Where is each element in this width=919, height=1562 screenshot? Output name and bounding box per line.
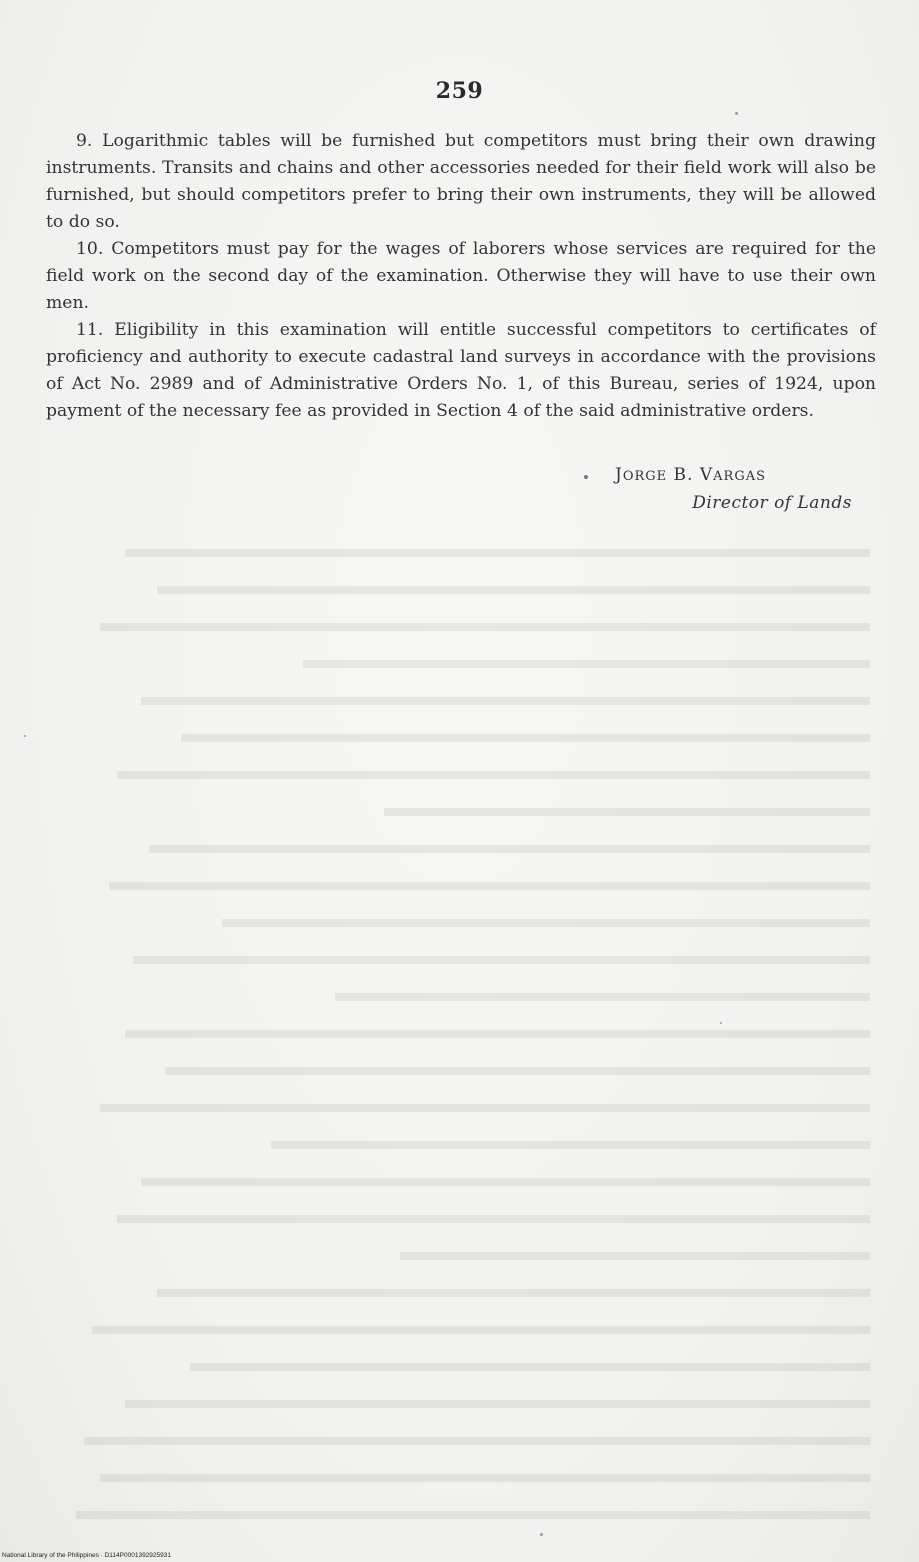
body-text xyxy=(46,128,876,425)
paper-speck xyxy=(540,1533,543,1536)
page-number: 259 xyxy=(435,78,484,104)
signatory-name: JORGE B. VARGAS xyxy=(615,465,767,485)
reverse-side-bleed-through xyxy=(60,540,870,1520)
paragraph-11: 11. Eligibility in this examination will entitle successful competitors to certificates of proficiency and authority to execute cadastral land surveys in accordance with the provisions of Act No. 2989 and of Administrative Orders No. 1, of this Bureau, series of 1924, upon payment of the necessary fee as provided in Section 4 of the said administrative orders. xyxy=(46,320,876,421)
paragraph-9: 9. Logarithmic tables will be furnished but competitors must bring their own drawing instruments. Transits and chains and other accessories needed for their field work will also be furnished, but should competitors prefer to bring their own instruments, they will be allowed to do so. xyxy=(46,131,876,232)
signatory-title: Director of Lands xyxy=(692,493,852,513)
paper-speck xyxy=(735,112,738,115)
scan-credit: National Library of the Philippines · D114P0001392925931 xyxy=(2,1552,171,1559)
signature-block xyxy=(560,462,852,517)
paper-speck xyxy=(24,735,26,737)
paper-speck xyxy=(720,1022,722,1024)
paragraph-10: 10. Competitors must pay for the wages of laborers whose services are required for the field work on the second day of the examination. Otherwise they will have to use their own men. xyxy=(46,239,876,313)
